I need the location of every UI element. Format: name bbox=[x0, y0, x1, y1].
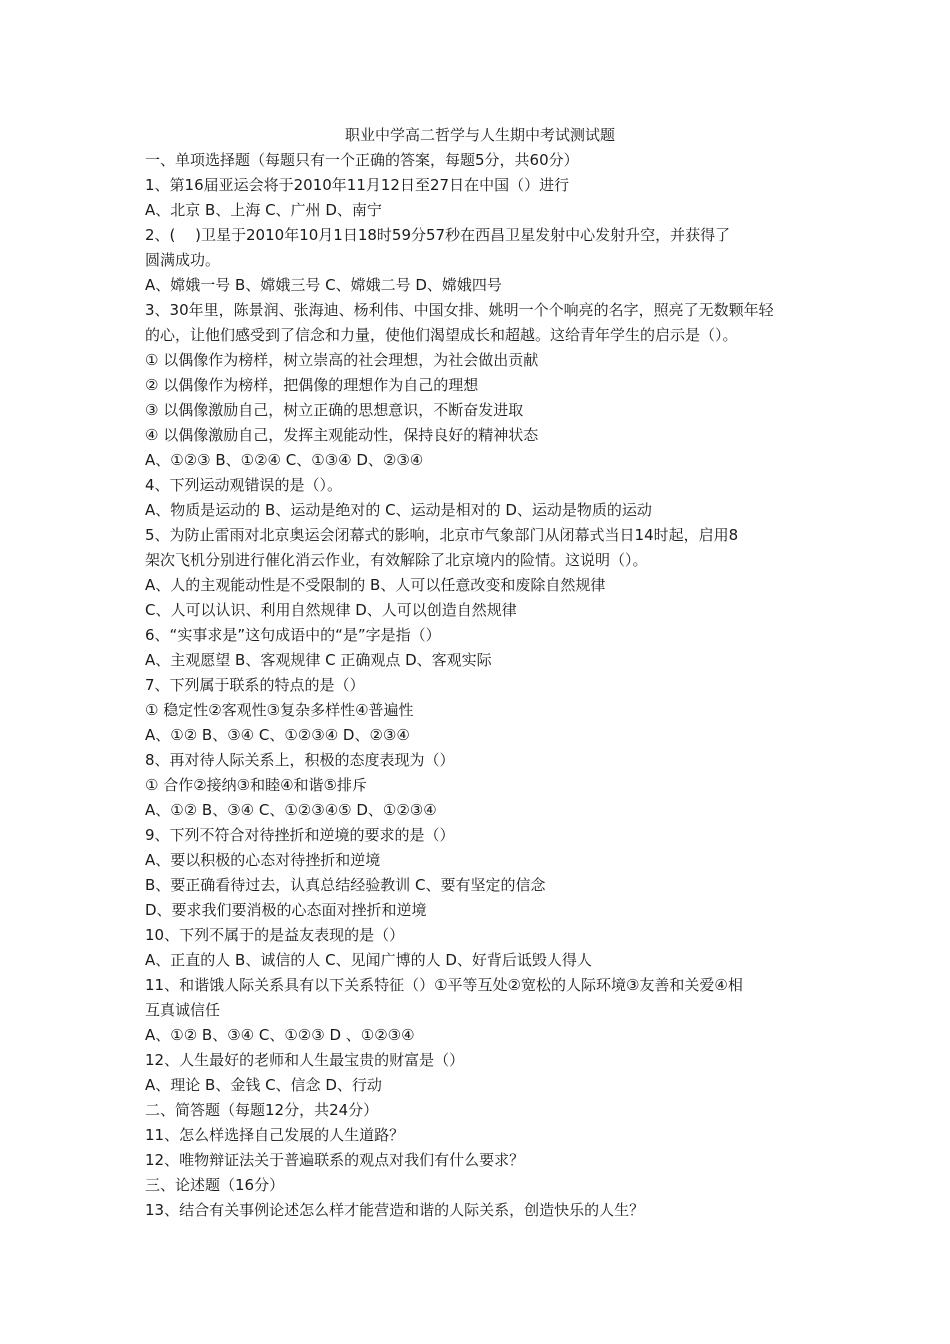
document-line: 4、下列运动观错误的是（）。 bbox=[145, 476, 343, 494]
document-line: A、①② B、③④ C、①②③④⑤ D、①②③④ bbox=[145, 801, 437, 819]
document-body bbox=[145, 148, 815, 1223]
document-line: B、要正确看待过去，认真总结经验教训 C、要有坚定的信念 bbox=[145, 876, 546, 894]
document-line: 架次飞机分别进行催化消云作业，有效解除了北京境内的险情。这说明（）。 bbox=[145, 551, 648, 569]
document-line: ④ 以偶像激励自己，发挥主观能动性，保持良好的精神状态 bbox=[145, 426, 539, 444]
document-line: A、主观愿望 B、客观规律 C 正确观点 D、客观实际 bbox=[145, 651, 492, 669]
document-line: D、要求我们要消极的心态面对挫折和逆境 bbox=[145, 901, 427, 919]
document-line: ① 合作②接纳③和睦④和谐⑤排斥 bbox=[145, 776, 368, 794]
document-line: A、①② B、③④ C、①②③④ D、②③④ bbox=[145, 726, 410, 744]
document-line: A、嫦娥一号 B、嫦娥三号 C、嫦娥二号 D、嫦娥四号 bbox=[145, 276, 502, 294]
document-title: 职业中学高二哲学与人生期中考试测试题 bbox=[344, 126, 615, 144]
document-line: A、北京 B、上海 C、广州 D、南宁 bbox=[145, 201, 382, 219]
document-line: 5、为防止雷雨对北京奥运会闭幕式的影响，北京市气象部门从闭幕式当日14时起，启用8 bbox=[145, 526, 739, 544]
document-line: A、①②③ B、①②④ C、①③④ D、②③④ bbox=[145, 451, 424, 469]
document-line: 6、“实事求是”这句成语中的“是”字是指（） bbox=[145, 626, 441, 644]
document-line: ① 以偶像作为榜样，树立崇高的社会理想，为社会做出贡献 bbox=[145, 351, 539, 369]
document-line: A、物质是运动的 B、运动是绝对的 C、运动是相对的 D、运动是物质的运动 bbox=[145, 501, 652, 519]
document-line: ② 以偶像作为榜样，把偶像的理想作为自己的理想 bbox=[145, 376, 479, 394]
document-line: 9、下列不符合对待挫折和逆境的要求的是（） bbox=[145, 826, 455, 844]
document-line: A、要以积极的心态对待挫折和逆境 bbox=[145, 851, 381, 869]
document-line: 12、人生最好的老师和人生最宝贵的财富是（） bbox=[145, 1051, 465, 1069]
document-line: A、①② B、③④ C、①②③ D 、①②③④ bbox=[145, 1026, 415, 1044]
document-line: 一、单项选择题（每题只有一个正确的答案，每题5分，共60分） bbox=[145, 151, 579, 169]
document-line: 的心，让他们感受到了信念和力量，使他们渴望成长和超越。这给青年学生的启示是（）。 bbox=[145, 326, 738, 344]
document-line: 11、和谐饿人际关系具有以下关系特征（）①平等互处②宽松的人际环境③友善和关爱④相 bbox=[145, 976, 743, 994]
document-content bbox=[145, 123, 815, 1223]
document-line: C、人可以认识、利用自然规律 D、人可以创造自然规律 bbox=[145, 601, 517, 619]
document-line: ③ 以偶像激励自己，树立正确的思想意识，不断奋发进取 bbox=[145, 401, 524, 419]
document-line: A、正直的人 B、诚信的人 C、见闻广博的人 D、好背后诋毁人得人 bbox=[145, 951, 592, 969]
document-line: ① 稳定性②客观性③复杂多样性④普遍性 bbox=[145, 701, 414, 719]
document-line: 2、( )卫星于2010年10月1日18时59分57秒在西昌卫星发射中心发射升空，并获得了 bbox=[145, 226, 731, 244]
document-line: 圆满成功。 bbox=[145, 251, 221, 269]
document-line: 三、论述题（16分） bbox=[145, 1176, 285, 1194]
document-line: A、人的主观能动性是不受限制的 B、人可以任意改变和废除自然规律 bbox=[145, 576, 606, 594]
document-line: 1、第16届亚运会将于2010年11月12日至27日在中国（）进行 bbox=[145, 176, 570, 194]
document-line: 12、唯物辩证法关于普遍联系的观点对我们有什么要求？ bbox=[145, 1151, 525, 1169]
document-line: 10、下列不属于的是益友表现的是（） bbox=[145, 926, 405, 944]
document-line: 二、简答题（每题12分，共24分） bbox=[145, 1101, 379, 1119]
document-line: A、理论 B、金钱 C、信念 D、行动 bbox=[145, 1076, 382, 1094]
document-line: 8、再对待人际关系上，积极的态度表现为（） bbox=[145, 751, 455, 769]
document-line: 13、结合有关事例论述怎么样才能营造和谐的人际关系，创造快乐的人生？ bbox=[145, 1201, 645, 1219]
document-line: 7、下列属于联系的特点的是（） bbox=[145, 676, 365, 694]
document-line: 3、30年里，陈景润、张海迪、杨利伟、中国女排、姚明一个个响亮的名字，照亮了无数颗年轻 bbox=[145, 301, 774, 319]
document-line: 互真诚信任 bbox=[145, 1001, 221, 1019]
document-line: 11、怎么样选择自己发展的人生道路？ bbox=[145, 1126, 405, 1144]
